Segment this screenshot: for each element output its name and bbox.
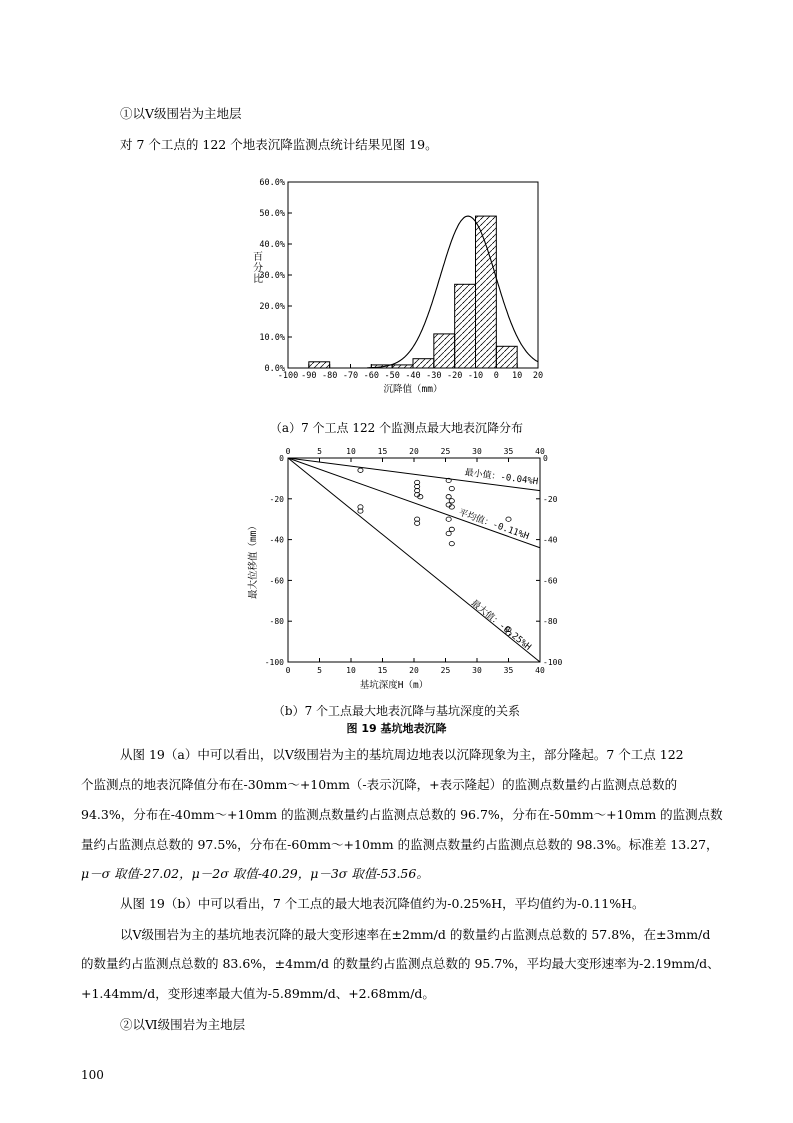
y-axis-label: 最大位移值（mm） — [248, 521, 259, 599]
x-tick-label: -70 — [342, 371, 359, 381]
para3-line1: 以Ⅴ级围岩为主的基坑地表沉降的最大变形速率在±2mm/d 的数量约占监测点总数的 57.8%，在±3mm/d — [120, 927, 711, 942]
para1-line5: μ－σ 取值-27.02，μ－2σ 取值-40.29，μ－3σ 取值-53.56。 — [81, 866, 429, 881]
histogram-bar — [496, 346, 517, 368]
data-point — [449, 499, 454, 503]
x-tick-label-bottom: 40 — [535, 666, 545, 675]
histogram-bar — [476, 216, 497, 368]
y-tick-label-right: -60 — [543, 576, 558, 586]
para1-line1: 从图 19（a）中可以看出，以Ⅴ级围岩为主的基坑周边地表以沉降现象为主，部分隆起。7 个工点 122 — [120, 747, 684, 762]
x-tick-label: -10 — [467, 371, 484, 381]
y-axis-label-char: 比 — [253, 274, 263, 285]
histogram-chart — [240, 172, 560, 412]
para1-line3: 94.3%，分布在-40mm～+10mm 的监测点数量约占监测点总数的 96.7%，分布在-50mm～+10mm 的监测点数 — [81, 807, 723, 822]
x-tick-label: -30 — [426, 371, 442, 381]
x-tick-label-bottom: 0 — [285, 666, 291, 675]
x-tick-label-top: 10 — [346, 447, 356, 456]
x-tick-label-bottom: 10 — [346, 666, 356, 675]
y-tick-label: 40.0% — [259, 240, 285, 250]
x-tick-label: 0 — [493, 371, 499, 381]
line-label: 最大值：-0.25%H — [468, 598, 533, 653]
x-tick-label: -20 — [446, 371, 463, 381]
histogram-bar — [392, 365, 413, 368]
y-tick-label-right: -100 — [543, 658, 563, 667]
x-tick-label: -40 — [405, 371, 421, 381]
para2-text: 从图 19（b）中可以看出，7 个工点的最大地表沉降值约为-0.25%H，平均值约为-0.11%H。 — [120, 896, 645, 911]
data-point — [449, 486, 454, 490]
histogram-bar — [455, 284, 476, 368]
y-tick-label-left: -40 — [269, 535, 284, 545]
x-tick-label-bottom: 35 — [503, 666, 514, 675]
x-tick-label: -80 — [321, 371, 338, 381]
x-tick-label-bottom: 20 — [409, 666, 419, 675]
data-point — [446, 531, 451, 535]
para1-line4: 量约占监测点总数的 97.5%，分布在-60mm～+10mm 的监测点数量约占监测点总数的 98.3%。标准差 13.27， — [81, 837, 719, 852]
x-tick-label-bottom: 5 — [317, 666, 322, 675]
line-label: 平均值：-0.11%H — [457, 507, 531, 543]
y-tick-label: 30.0% — [259, 271, 285, 281]
regression-line — [288, 458, 540, 548]
caption-b: （b）7 个工点最大地表沉降与基坑深度的关系 — [272, 704, 521, 718]
page-number: 100 — [81, 1068, 104, 1082]
section-heading-v: ①以Ⅴ级围岩为主地层 — [120, 106, 242, 121]
x-tick-label: -60 — [363, 371, 380, 381]
intro-text: 对 7 个工点的 122 个地表沉降监测点统计结果见图 19。 — [120, 137, 438, 152]
figure-title: 图 19 基坑地表沉降 — [346, 722, 447, 735]
data-point — [446, 495, 451, 499]
x-tick-label-top: 30 — [472, 447, 482, 456]
x-tick-label: 20 — [532, 371, 544, 381]
x-tick-label-top: 25 — [440, 447, 451, 456]
y-tick-label-left: -20 — [269, 494, 284, 504]
x-tick-label: 10 — [512, 371, 523, 381]
data-point — [449, 527, 454, 531]
y-axis-label-char: 分 — [253, 263, 263, 274]
x-tick-label-bottom: 15 — [377, 666, 388, 675]
para3-line3: +1.44mm/d，变形速率最大值为-5.89mm/d、+2.68mm/d。 — [81, 986, 435, 1001]
y-axis-label-char: 百 — [253, 252, 263, 263]
x-tick-label: -100 — [277, 371, 299, 381]
data-point — [358, 468, 363, 472]
data-point — [446, 517, 451, 521]
x-tick-label: -90 — [301, 371, 317, 381]
x-tick-label-top: 15 — [377, 447, 388, 456]
y-tick-label: 60.0% — [259, 178, 285, 188]
histogram-bar — [309, 362, 330, 368]
x-tick-label-top: 40 — [535, 447, 545, 456]
line-label: 最小值：-0.04%H — [464, 467, 539, 488]
x-tick-label: -50 — [384, 371, 400, 381]
x-tick-label-bottom: 30 — [472, 666, 482, 675]
histogram-bar — [413, 359, 434, 368]
y-tick-label-left: -80 — [269, 617, 284, 627]
x-tick-label-top: 20 — [409, 447, 419, 456]
y-tick-label-left: -60 — [269, 576, 284, 586]
section-heading-vi: ②以Ⅵ级围岩为主地层 — [120, 1017, 246, 1032]
y-tick-label: 50.0% — [259, 209, 285, 219]
y-tick-label-right: 0 — [543, 454, 548, 463]
y-tick-label-left: -100 — [264, 658, 284, 667]
x-tick-label-top: 5 — [317, 447, 322, 456]
para1-line2: 个监测点的地表沉降值分布在-30mm～+10mm（-表示沉降，+表示隆起）的监测点数量约占监测点总数的 — [81, 777, 678, 792]
y-tick-label-right: -80 — [543, 617, 558, 627]
y-tick-label: 10.0% — [259, 333, 285, 343]
y-tick-label-right: -20 — [543, 494, 558, 504]
histogram-bar — [434, 334, 455, 368]
y-tick-label: 20.0% — [259, 302, 285, 312]
x-axis-label: 沉降值（mm） — [383, 384, 443, 395]
x-tick-label-top: 35 — [503, 447, 514, 456]
scatter-chart — [240, 442, 563, 702]
data-point — [449, 541, 454, 545]
para3-line2: 的数量约占监测点总数的 83.6%，±4mm/d 的数量约占监测点总数的 95.7%，平均最大变形速率为-2.19mm/d、 — [81, 956, 720, 971]
plot-frame — [288, 182, 538, 368]
y-tick-label-left: 0 — [279, 454, 284, 463]
y-tick-label-right: -40 — [543, 535, 558, 545]
x-tick-label-bottom: 25 — [440, 666, 451, 675]
caption-a: （a）7 个工点 122 个监测点最大地表沉降分布 — [269, 421, 524, 435]
x-axis-label: 基坑深度H（m） — [359, 680, 429, 691]
y-tick-label: 0.0% — [264, 364, 285, 374]
data-point — [506, 517, 511, 521]
x-tick-label-top: 0 — [285, 447, 291, 456]
